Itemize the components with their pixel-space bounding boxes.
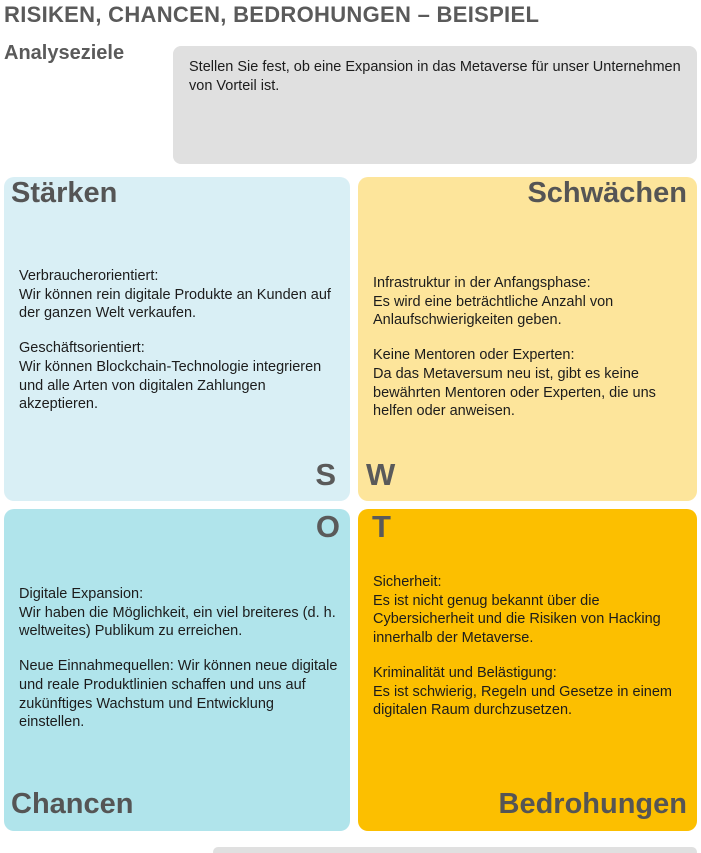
strengths-item: [19, 339, 338, 414]
swot-letter-w: W: [366, 457, 396, 492]
strengths-quadrant: [4, 177, 350, 501]
weaknesses-heading: Schwächen: [527, 177, 687, 209]
analysis-goals-box: [173, 46, 697, 164]
opportunities-item-title: Digitale Expansion:: [19, 586, 144, 602]
analysis-goals-label: Analyseziele: [4, 42, 125, 64]
swot-letter-s: S: [315, 457, 336, 492]
opportunities-item-text: Neue Einnahmequellen: Wir können neue digitale und reale Produktlinien schaffen und uns auf zukünftiges Wachstum und Entwicklung einstellen.: [19, 658, 338, 731]
threats-body: [373, 573, 685, 736]
threats-heading: Bedrohungen: [498, 788, 687, 820]
threats-item-title: Kriminalität und Belästigung:: [373, 664, 557, 681]
strengths-item-text: Wir können Blockchain-Technologie integrieren und alle Arten von digitalen Zahlungen akzeptieren.: [19, 358, 322, 413]
page-title: RISIKEN, CHANCEN, BEDROHUNGEN – BEISPIEL: [4, 2, 540, 27]
threats-item-text: Es ist schwierig, Regeln und Gesetze in einem digitalen Raum durchzusetzen.: [373, 683, 673, 719]
opportunities-item: [19, 657, 338, 732]
threats-item-title: Sicherheit:: [373, 574, 442, 590]
weaknesses-quadrant: [358, 177, 697, 501]
opportunities-item: [19, 585, 338, 641]
threats-item: [373, 664, 685, 720]
opportunities-heading: Chancen: [11, 788, 134, 820]
swot-letter-t: T: [372, 509, 391, 544]
threats-item-text: Es ist nicht genug bekannt über die Cybersicherheit und die Risiken von Hacking innerhalb der Metaverse.: [373, 592, 661, 647]
weaknesses-body: [373, 274, 685, 437]
weaknesses-item-title: Keine Mentoren oder Experten:: [373, 347, 575, 364]
strengths-item: [19, 267, 338, 323]
opportunities-item-text: Wir haben die Möglichkeit, ein viel breiteres (d. h. weltweites) Publikum zu erreichen.: [19, 604, 336, 640]
strengths-item-title: Verbraucherorientiert:: [19, 268, 159, 284]
swot-letter-o: O: [315, 509, 340, 544]
weaknesses-item: [373, 274, 685, 330]
strengths-body: [19, 267, 338, 430]
strengths-item-text: Wir können rein digitale Produkte an Kunden auf der ganzen Welt verkaufen.: [19, 286, 331, 322]
weaknesses-item-text: Da das Metaversum neu ist, gibt es keine bewährten Mentoren oder Experten, die uns helfen oder anweisen.: [373, 365, 656, 420]
strengths-heading: Stärken: [11, 177, 118, 209]
analysis-goals-text: Stellen Sie fest, ob eine Expansion in das Metaverse für unser Unternehmen von Vorteil ist.: [189, 59, 681, 94]
threats-item: [373, 573, 685, 648]
weaknesses-item-title: Infrastruktur in der Anfangsphase:: [373, 275, 591, 291]
strengths-item-title: Geschäftsorientiert:: [19, 340, 145, 357]
opportunities-quadrant: [4, 509, 350, 831]
weaknesses-item: [373, 346, 685, 421]
threats-quadrant: [358, 509, 697, 831]
opportunities-body: [19, 585, 338, 748]
next-section-box: [213, 847, 697, 853]
weaknesses-item-text: Es wird eine beträchtliche Anzahl von Anlaufschwierigkeiten geben.: [373, 293, 614, 329]
